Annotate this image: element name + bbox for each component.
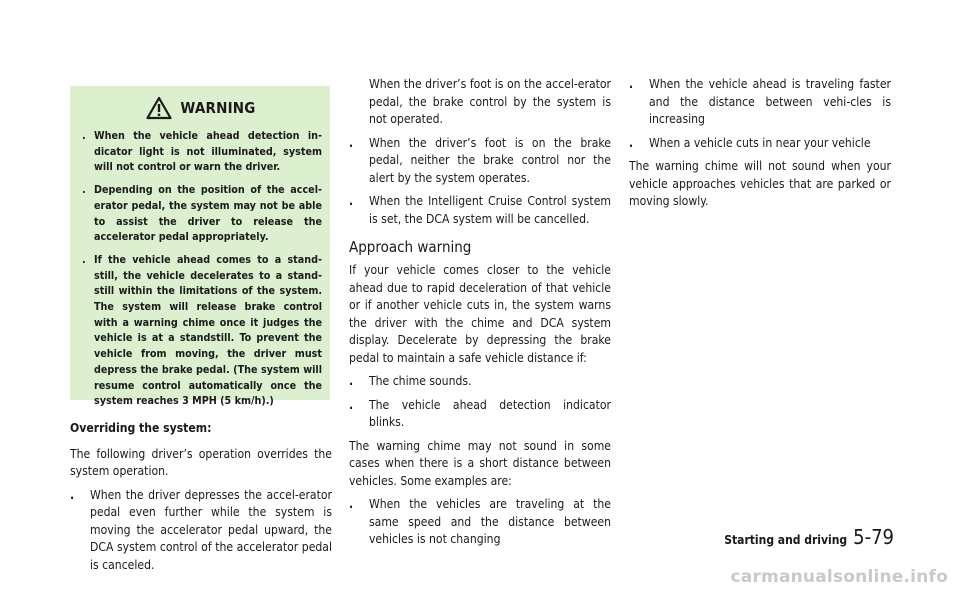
footer-section-title: Starting and driving — [724, 533, 848, 547]
warning-box — [70, 86, 330, 408]
warning-header — [80, 96, 322, 120]
warning-title: WARNING — [180, 99, 256, 117]
overriding-item: . When the Intelligent Cruise Control system is set, the DCA system will be cancelled. — [349, 194, 611, 226]
overriding-item: . When the driver’s foot is on the brake pedal, neither the brake control nor the alert by the system operates. — [349, 135, 611, 185]
warning-item: . Depending on the position of the accel-erator pedal, the system may not be able to assist the driver to release the accelerator pedal appropriately. — [82, 183, 322, 244]
approach-para-3: The warning chime will not sound when your vehicle approaches vehicles that are parked or moving slowly. — [629, 159, 891, 208]
warning-triangle-icon — [146, 96, 172, 120]
approach-warning-title: Approach warning — [349, 238, 472, 256]
warning-item: . If the vehicle ahead comes to a stand-still, the vehicle decelerates to a stand-still within the limitations of the system. The system will release brake control with a warning chime once it judges the vehicle is at a standstill. To prevent the vehicle from moving, the driver must depress the brake pedal. (The system will resume control automatically once the system reaches 3 MPH (5 km/h).) — [82, 252, 322, 408]
page-number: 5-79 — [853, 525, 894, 549]
approach-para-1: If your vehicle comes closer to the vehicle ahead due to rapid deceleration of that vehicle or if another vehicle cuts in, the system warns the driver with the chime and DCA system display. Decelerate by depressing the brake pedal to maintain a safe vehicle distance if: — [349, 263, 611, 365]
approach-example-item: . When the vehicles are traveling at the same speed and the distance between vehicles is not changing — [349, 497, 611, 546]
watermark: carmanualsonline.info — [730, 567, 948, 587]
approach-example-item: . When a vehicle cuts in near your vehicle — [629, 135, 871, 150]
approach-example-item: . When the vehicle ahead is traveling faster and the distance between vehi-cles is increasing — [629, 77, 891, 126]
approach-para-2: The warning chime may not sound in some cases when there is a short distance between vehicles. Some examples are: — [349, 438, 611, 488]
page-footer — [724, 525, 894, 549]
approach-item: . The chime sounds. — [349, 374, 472, 388]
column-1 — [70, 420, 332, 580]
column-3 — [629, 76, 891, 217]
overriding-item: . When the driver depresses the accel-erator pedal even further while the system is moving the accelerator pedal upward, the DCA system control of the accelerator pedal is canceled. — [70, 487, 332, 572]
overriding-heading: Overriding the system: — [70, 421, 212, 435]
approach-item: . The vehicle ahead detection indicator blinks. — [349, 397, 611, 429]
overriding-item: When the driver’s foot is on the accel-erator pedal, the brake control by the system is not operated. — [369, 77, 611, 126]
overriding-intro: The following driver’s operation overrides the system operation. — [70, 446, 332, 478]
warning-item: . When the vehicle ahead detection in-dicator light is not illuminated, system will not control or warn the driver. — [82, 129, 322, 174]
column-2 — [349, 76, 611, 555]
warning-list — [80, 128, 322, 409]
